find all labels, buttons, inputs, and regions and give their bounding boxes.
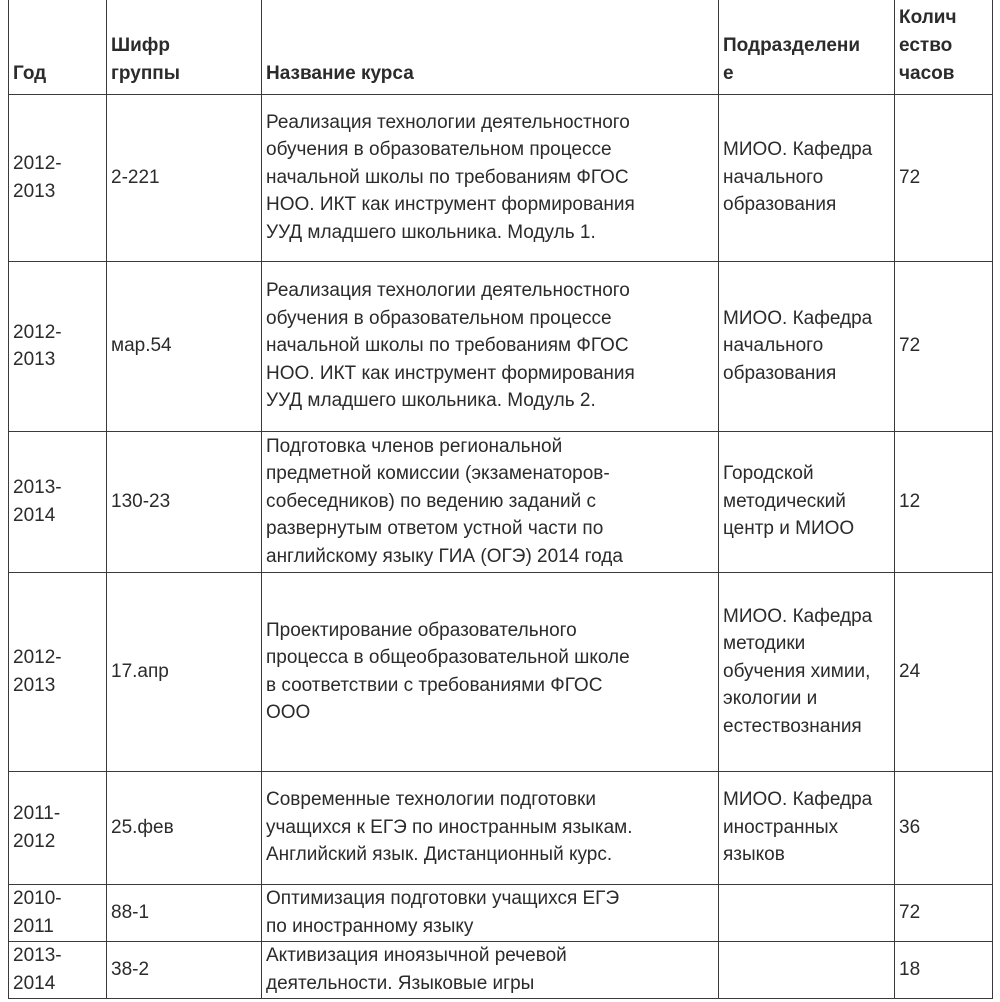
header-department: Подразделени е	[719, 0, 895, 94]
table-row	[9, 261, 993, 431]
cell-department: МИОО. Кафедра иностранных языков	[719, 771, 895, 884]
cell-group: 38-2	[107, 941, 262, 998]
cell-course: Активизация иноязычной речевой деятельности. Языковые игры	[262, 941, 719, 998]
header-row	[9, 0, 993, 94]
cell-course: Реализация технологии деятельностного обучения в образовательном процессе начальной школы по требованиям ФГОС НОО. ИКТ как инструмент формирования УУД младшего школьника. Модуль 2.	[262, 261, 719, 431]
cell-year: 2012- 2013	[9, 94, 107, 261]
header-group: Шифр группы	[107, 0, 262, 94]
cell-course: Реализация технологии деятельностного обучения в образовательном процессе начальной школы по требованиям ФГОС НОО. ИКТ как инструмент формирования УУД младшего школьника. Модуль 1.	[262, 94, 719, 261]
header-hours: Колич ество часов	[895, 0, 993, 94]
table-row	[9, 431, 993, 572]
cell-department	[719, 941, 895, 998]
cell-hours: 72	[895, 261, 993, 431]
cell-group: 88-1	[107, 884, 262, 941]
cell-hours: 72	[895, 94, 993, 261]
table-row	[9, 771, 993, 884]
cell-department: Городской методический центр и МИОО	[719, 431, 895, 572]
cell-hours: 36	[895, 771, 993, 884]
table-row	[9, 884, 993, 941]
cell-department	[719, 884, 895, 941]
cell-year: 2011- 2012	[9, 771, 107, 884]
cell-group: мар.54	[107, 261, 262, 431]
cell-year: 2010- 2011	[9, 884, 107, 941]
cell-hours: 72	[895, 884, 993, 941]
cell-year: 2012- 2013	[9, 572, 107, 771]
cell-department: МИОО. Кафедра начального образования	[719, 94, 895, 261]
cell-department: МИОО. Кафедра начального образования	[719, 261, 895, 431]
cell-course: Оптимизация подготовки учащихся ЕГЭ по иностранному языку	[262, 884, 719, 941]
cell-group: 25.фев	[107, 771, 262, 884]
cell-course: Проектирование образовательного процесса в общеобразовательной школе в соответствии с требованиями ФГОС ООО	[262, 572, 719, 771]
cell-hours: 24	[895, 572, 993, 771]
cell-group: 17.апр	[107, 572, 262, 771]
cell-year: 2013- 2014	[9, 431, 107, 572]
cell-course: Современные технологии подготовки учащихся к ЕГЭ по иностранным языкам. Английский язык. Дистанционный курс.	[262, 771, 719, 884]
cell-group: 130-23	[107, 431, 262, 572]
courses-table	[8, 0, 993, 999]
table-row	[9, 94, 993, 261]
cell-year: 2013- 2014	[9, 941, 107, 998]
table-row	[9, 941, 993, 998]
header-year: Год	[9, 0, 107, 94]
cell-hours: 18	[895, 941, 993, 998]
cell-year: 2012- 2013	[9, 261, 107, 431]
cell-department: МИОО. Кафедра методики обучения химии, экологии и естествознания	[719, 572, 895, 771]
header-course: Название курса	[262, 0, 719, 94]
cell-hours: 12	[895, 431, 993, 572]
cell-group: 2-221	[107, 94, 262, 261]
table-row	[9, 572, 993, 771]
cell-course: Подготовка членов региональной предметной комиссии (экзаменаторов- собеседников) по ведению заданий с развернутым ответом устной части по английскому языку ГИА (ОГЭ) 2014 года	[262, 431, 719, 572]
